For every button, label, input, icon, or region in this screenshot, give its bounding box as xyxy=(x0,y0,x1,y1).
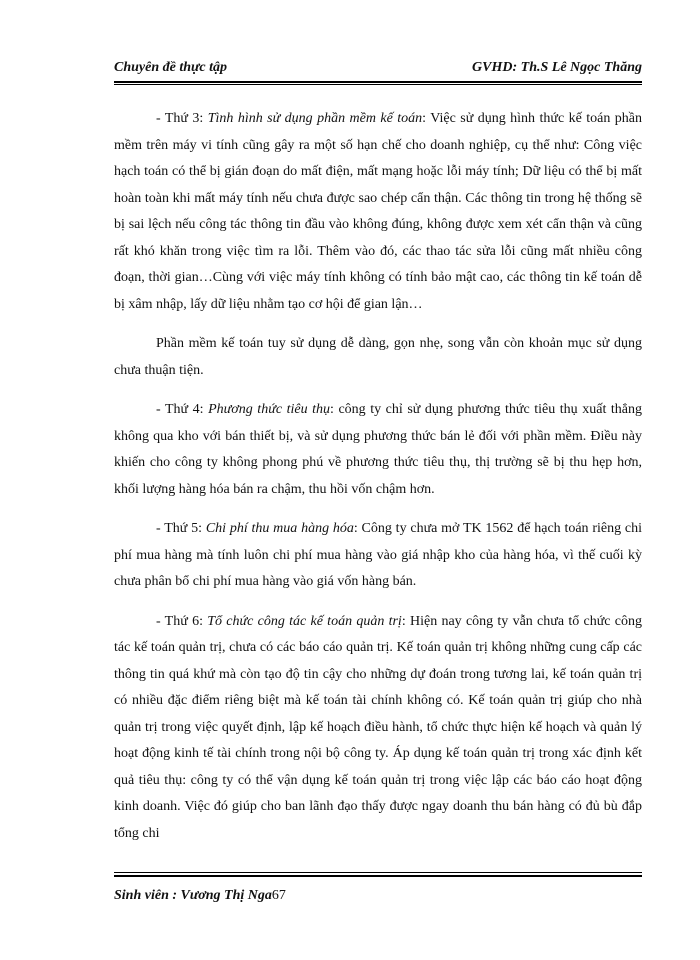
header-rule-thick xyxy=(114,81,642,83)
body-text xyxy=(114,106,642,860)
header-supervisor: GVHD: Th.S Lê Ngọc Thăng xyxy=(472,60,642,75)
paragraph-thu-3: - Thứ 3: Tình hình sử dụng phần mềm kế toán: Việc sử dụng hình thức kế toán phần mềm trên máy vi tính cũng gây ra một số hạn chế cho doanh nghiệp, cụ thể như: Công việc hạch toán có thể bị gián đoạn do mất điện, mất mạng hoặc lỗi máy tính; Dữ liệu có thể bị mất hoàn toàn khi mất máy tính nếu chưa được sao chép cẩn thận. Các thông tin trong hệ thống sẽ bị sai lệch nếu công tác thông tin đầu vào không đúng, không được xem xét cẩn thận và cũng rất khó khăn trong việc tìm ra lỗi. Thêm vào đó, các thao tác sửa lỗi cũng mất nhiều công đoạn, thời gian…Cùng với việc máy tính không có tính bảo mật cao, các thông tin kế toán dễ bị xâm nhập, lấy dữ liệu nhằm tạo cơ hội để gian lận… xyxy=(114,111,642,312)
header-rule-thin xyxy=(114,84,642,85)
paragraph-thu-4: - Thứ 4: Phương thức tiêu thụ: công ty chỉ sử dụng phương thức tiêu thụ xuất thẳng không qua kho với bán thiết bị, và sử dụng phương thức bán lẻ đối với phần mềm. Điều này khiến cho công ty không phong phú về phương thức tiêu thụ, thị trường sẽ bị thu hẹp hơn, khối lượng hàng hóa bán ra chậm, thu hồi vốn chậm hơn. xyxy=(114,402,642,497)
page-footer xyxy=(114,888,286,904)
page-header xyxy=(114,58,642,80)
page-number: 67 xyxy=(271,888,286,903)
heading-thu-4: Phương thức tiêu thụ xyxy=(208,402,331,417)
footer-student: Sinh viên : Vương Thị Nga xyxy=(114,888,272,903)
paragraph-phan-mem: Phần mềm kế toán tuy sử dụng dễ dàng, gọn nhẹ, song vẫn còn khoản mục sử dụng chưa thuận tiện. xyxy=(114,336,642,378)
heading-thu-5: Chi phí thu mua hàng hóa xyxy=(205,521,354,536)
footer-rule-thick xyxy=(114,875,642,877)
header-title: Chuyên đề thực tập xyxy=(114,60,228,75)
heading-thu-6: Tổ chức công tác kế toán quản trị xyxy=(207,613,402,629)
paragraph-thu-5: - Thứ 5: Chi phí thu mua hàng hóa: Công ty chưa mở TK 1562 để hạch toán riêng chi phí mua hàng mà tính luôn chi phí mua hàng vào giá nhập kho của hàng hóa, vì thế cuối kỳ chưa phân bổ chi phí mua hàng vào giá vốn hàng bán. xyxy=(114,521,642,589)
paragraph-thu-6: - Thứ 6: Tổ chức công tác kế toán quản trị: Hiện nay công ty vẫn chưa tổ chức công tác kế toán quản trị, chưa có các báo cáo quản trị. Kế toán quản trị không những cung cấp các thông tin quá khứ mà còn tạo độ tin cậy cho những dự đoán trong tương lai, kế toán quản trị có nhiều đặc điểm riêng biệt mà kế toán tài chính không có. Kế toán quản trị giúp cho nhà quản trị trong việc quyết định, lập kế hoạch điều hành, tổ chức thực hiện kế hoạch và quản lý hoạt động kinh tế tài chính trong nội bộ công ty. Áp dụng kế toán quản trị trong xác định kết quả tiêu thụ: công ty có thể vận dụng kế toán quản trị trong việc lập các báo cáo hoạt động kinh doanh. Việc đó giúp cho ban lãnh đạo thấy được ngay doanh thu bán hàng có đủ bù đắp tổng chi xyxy=(114,613,642,841)
heading-thu-3: Tình hình sử dụng phần mềm kế toán xyxy=(207,111,423,126)
footer-rule-thin xyxy=(114,872,642,873)
